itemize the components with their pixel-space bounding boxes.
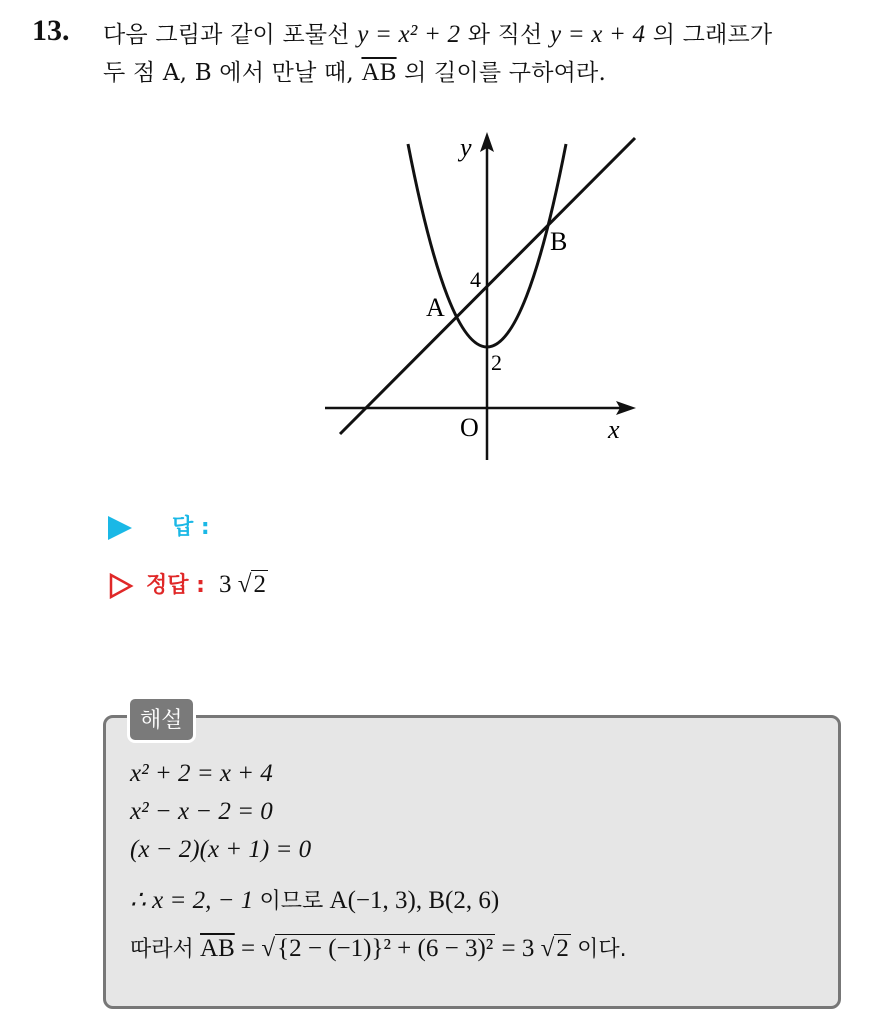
question-text-2a: 두 점 A, B 에서 만날 때, <box>103 60 354 86</box>
solution-text-imeuro: 이므로 <box>259 889 324 914</box>
question-number: 13. <box>32 14 70 47</box>
solution-roots: ∴ x = 2, − 1 <box>130 887 254 914</box>
solution-text-ida: 이다. <box>577 937 627 962</box>
vertex-2-label: 2 <box>491 350 502 375</box>
question-text-1a: 다음 그림과 같이 포물선 <box>103 22 350 48</box>
solution-segment-ab: $\overline{AB}$ <box>200 935 235 962</box>
solution-line-3: (x − 2)(x + 1) = 0 <box>130 836 312 863</box>
x-axis-label: x <box>608 415 620 444</box>
solution-tag: 해설 <box>127 696 196 743</box>
solution-line-5: 따라서 $\overline{AB} = √\{2 - (-1)\}^2 + (6 - 3)^2 = 3$ √2 이다. <box>130 935 627 962</box>
correct-answer-row <box>108 568 268 599</box>
origin-label: O <box>460 413 479 442</box>
question-line-1 <box>103 16 772 49</box>
solution-result: = 3 <box>501 935 535 962</box>
solution-result-radicand: 2 <box>556 935 569 962</box>
graph-figure <box>320 120 650 465</box>
point-b-label: B <box>550 227 568 256</box>
y-axis-label: y <box>460 133 472 162</box>
correct-answer-radicand: 2 <box>253 571 266 598</box>
correct-answer-value: 3 √2 <box>218 571 266 598</box>
solution-radicand: {2 − (−1)}² + (6 − 3)² <box>277 935 494 962</box>
y-intercept-4-label: 4 <box>470 267 481 292</box>
correct-answer-arrow-icon <box>108 573 134 599</box>
segment-ab: $\overline{AB}$ <box>361 59 397 86</box>
answer-arrow-icon <box>108 516 132 540</box>
solution-line-1: x² + 2 = x + 4 <box>130 760 273 787</box>
solution-line-2: x² − x − 2 = 0 <box>130 798 273 825</box>
solution-equals: = <box>241 935 256 962</box>
question-line-2 <box>103 54 606 87</box>
question-text-1c: 의 그래프가 <box>652 22 773 48</box>
question-text-2b: 의 길이를 구하여라. <box>404 60 606 86</box>
point-a-label: A <box>426 293 445 322</box>
answer-row <box>108 510 210 541</box>
solution-text-ttaraseo: 따라서 <box>130 937 194 962</box>
parabola-equation: y = x² + 2 <box>357 21 461 48</box>
correct-answer-coefficient: 3 <box>218 571 232 598</box>
line-equation: y = x + 4 <box>549 21 646 48</box>
correct-answer-label: 정답 : <box>146 573 205 598</box>
solution-line-4 <box>130 884 499 915</box>
question-text-1b: 와 직선 <box>467 22 543 48</box>
solution-points: A(−1, 3), B(2, 6) <box>329 887 500 914</box>
answer-label: 답 : <box>172 515 210 540</box>
